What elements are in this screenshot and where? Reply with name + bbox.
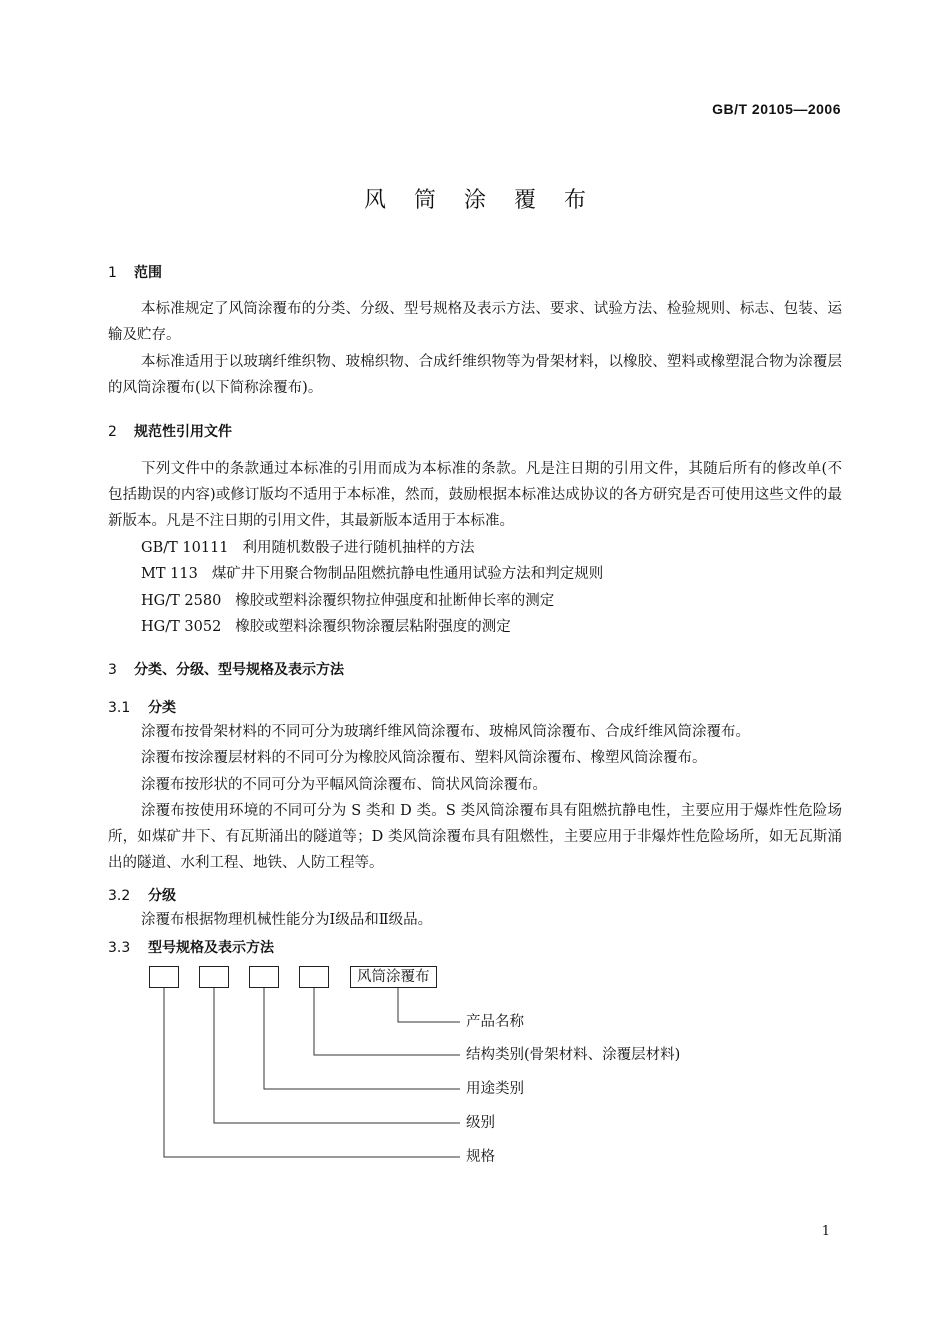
- section-number: 3.3: [108, 940, 131, 956]
- section-2-heading: [108, 421, 232, 441]
- section-title: 分级: [148, 888, 176, 904]
- section-title: 分类: [148, 700, 176, 716]
- standard-code: GB/T 20105—2006: [712, 101, 841, 117]
- reference-code: HG/T 3052: [141, 619, 222, 635]
- code-box-structure: [299, 966, 329, 988]
- reference-code: MT 113: [141, 566, 198, 582]
- section-1-para-2: 本标准适用于以玻璃纤维织物、玻棉织物、合成纤维织物等为骨架材料，以橡胶、塑料或橡塑混合物为涂覆层的风筒涂覆布(以下简称涂覆布)。: [108, 354, 842, 396]
- reference-code: GB/T 10111: [141, 540, 229, 556]
- section-3-1-para-3: 涂覆布按形状的不同可分为平幅风筒涂覆布、筒状风筒涂覆布。: [141, 777, 547, 793]
- section-3-2-heading: [108, 885, 176, 905]
- section-3-heading: [108, 659, 344, 679]
- code-box-spec: [149, 966, 179, 988]
- code-box-grade: [199, 966, 229, 988]
- reference-item: [141, 591, 554, 611]
- reference-item: [141, 564, 603, 584]
- page-title: 风筒涂覆布: [363, 188, 614, 213]
- section-3-1-para-1: 涂覆布按骨架材料的不同可分为玻璃纤维风筒涂覆布、玻棉风筒涂覆布、合成纤维风筒涂覆布。: [141, 724, 750, 740]
- reference-item: [141, 538, 475, 558]
- section-3-2-para: 涂覆布根据物理机械性能分为Ⅰ级品和Ⅱ级品。: [141, 912, 433, 928]
- label-structure-type: 结构类别(骨架材料、涂覆层材料): [466, 1047, 681, 1063]
- label-specification: 规格: [466, 1149, 495, 1165]
- reference-title: 橡胶或塑料涂覆织物拉伸强度和扯断伸长率的测定: [235, 593, 555, 609]
- section-number: 1: [108, 265, 117, 281]
- label-usage-type: 用途类别: [466, 1081, 524, 1097]
- section-number: 2: [108, 424, 117, 440]
- reference-title: 橡胶或塑料涂覆织物涂覆层粘附强度的测定: [235, 619, 511, 635]
- section-3-1-heading: [108, 697, 176, 717]
- section-2-para: 下列文件中的条款通过本标准的引用而成为本标准的条款。凡是注日期的引用文件，其随后所有的修改单(不包括勘误的内容)或修订版均不适用于本标准，然而，鼓励根据本标准达成协议的各方研究是否可使用这些文件的最新版本。凡是不注日期的引用文件，其最新版本适用于本标准。: [108, 461, 842, 529]
- section-3-1-para-4: 涂覆布按使用环境的不同可分为 S 类和 D 类。S 类风筒涂覆布具有阻燃抗静电性，主要应用于爆炸性危险场所，如煤矿井下、有瓦斯涌出的隧道等；D 类风筒涂覆布具有阻燃性，主要应用于非爆炸性危险场所，如无瓦斯涌出的隧道、水利工程、地铁、人防工程等。: [108, 803, 842, 871]
- reference-title: 煤矿井下用聚合物制品阻燃抗静电性通用试验方法和判定规则: [211, 566, 604, 582]
- label-product-name: 产品名称: [466, 1014, 524, 1030]
- section-1-heading: [108, 262, 162, 282]
- section-title: 型号规格及表示方法: [148, 940, 274, 956]
- product-name-box: 风筒涂覆布: [350, 966, 437, 988]
- section-3-3-heading: [108, 937, 274, 957]
- reference-item: [141, 617, 511, 637]
- section-number: 3.1: [108, 700, 131, 716]
- reference-code: HG/T 2580: [141, 593, 222, 609]
- section-1-para-1: 本标准规定了风筒涂覆布的分类、分级、型号规格及表示方法、要求、试验方法、检验规则、标志、包装、运输及贮存。: [108, 301, 842, 343]
- section-title: 范围: [134, 265, 162, 281]
- code-box-usage: [249, 966, 279, 988]
- reference-title: 利用随机数骰子进行随机抽样的方法: [242, 540, 475, 556]
- section-title: 分类、分级、型号规格及表示方法: [134, 662, 344, 678]
- section-title: 规范性引用文件: [134, 424, 232, 440]
- label-grade: 级别: [466, 1115, 495, 1131]
- section-number: 3.2: [108, 888, 131, 904]
- section-3-1-para-2: 涂覆布按涂覆层材料的不同可分为橡胶风筒涂覆布、塑料风筒涂覆布、橡塑风筒涂覆布。: [141, 750, 707, 766]
- section-number: 3: [108, 662, 117, 678]
- page-number: 1: [821, 1224, 830, 1239]
